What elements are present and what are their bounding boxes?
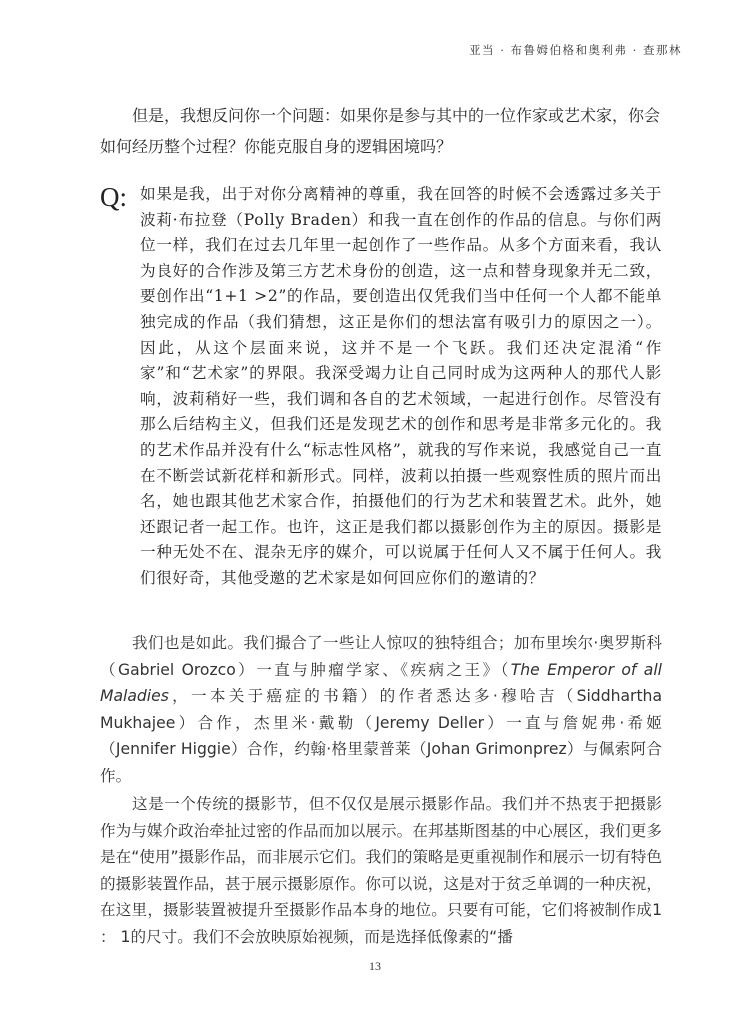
running-header: 亚当 · 布鲁姆伯格和奥利弗 · 查那林 bbox=[469, 43, 682, 57]
page-number: 13 bbox=[369, 959, 381, 973]
answer-paragraph-1-part-a: 我们也是如此。我们撮合了一些让人惊叹的独特组合；加布里埃尔·奥罗斯科（Gabriel Orozco）一直与肿瘤学家、《疾病之王》（ bbox=[100, 634, 662, 679]
question-marker: Q: bbox=[100, 182, 127, 212]
answer-block bbox=[100, 630, 662, 950]
answer-paragraph-2: 这是一个传统的摄影节，但不仅仅是展示摄影作品。我们并不热衷于把摄影作为与媒介政治牵扯过密的作品而加以展示。在邦基斯图基的中心展区，我们更多是在“使用”摄影作品，而非展示它们。我们的策略是更重视制作和展示一切有特色的摄影装置作品，甚于展示摄影原作。你可以说，这是对于贫乏单调的一种庆祝，在这里，摄影装置被提升至摄影作品本身的地位。只要有可能，它们将被制作成1 ： 1的尺寸。我们不会放映原始视频，而是选择低像素的“播 bbox=[100, 795, 662, 946]
interview-question-block bbox=[100, 182, 662, 592]
interview-question-text: 如果是我，出于对你分离精神的尊重，我在回答的时候不会透露过多关于波莉·布拉登（Polly Braden）和我一直在创作的作品的信息。与你们两位一样，我们在过去几年里一起创作了一些作品。从多个方面来看，我认为良好的合作涉及第三方艺术身份的创造，这一点和替身现象并无二致，要创作出“1+1 >2”的作品，要创造出仅凭我们当中任何一个人都不能单独完成的作品（我们猜想，这正是你们的想法富有吸引力的原因之一）。因此，从这个层面来说，这并不是一个飞跃。我们还决定混淆“作家”和“艺术家”的界限。我深受竭力让自己同时成为这两种人的那代人影响，波莉稍好一些，我们调和各自的艺术领域，一起进行创作。尽管没有那么后结构主义，但我们还是发现艺术的创作和思考是非常多元化的。我的艺术作品并没有什么“标志性风格”，就我的写作来说，我感觉自己一直在不断尝试新花样和新形式。同样，波莉以拍摄一些观察性质的照片而出名，她也跟其他艺术家合作，拍摄他们的行为艺术和装置艺术。此外，她还跟记者一起工作。也许，这正是我们都以摄影创作为主的原因。摄影是一种无处不在、混杂无序的媒介，可以说属于任何人又不属于任何人。我们很好奇，其他受邀的艺术家是如何回应你们的邀请的？ bbox=[140, 185, 662, 587]
answer-paragraph-1 bbox=[100, 630, 662, 789]
question-intro-paragraph: 但是，我想反问你一个问题：如果你是参与其中的一位作家或艺术家，你会如何经历整个过程？你能克服自身的逻辑困境吗？ bbox=[100, 106, 661, 156]
book-title: The Emperor of all Maladies bbox=[100, 660, 663, 705]
answer-paragraph-1-part-b: ，一本关于癌症的书籍）的作者悉达多·穆哈吉（Siddhartha Mukhajee）合作，杰里米·戴勒（Jeremy Deller）一直与詹妮弗·希姬（Jennifer Higgie）合作，约翰·格里蒙普莱（Johan Grimonprez）与佩索阿合作。 bbox=[100, 687, 662, 785]
